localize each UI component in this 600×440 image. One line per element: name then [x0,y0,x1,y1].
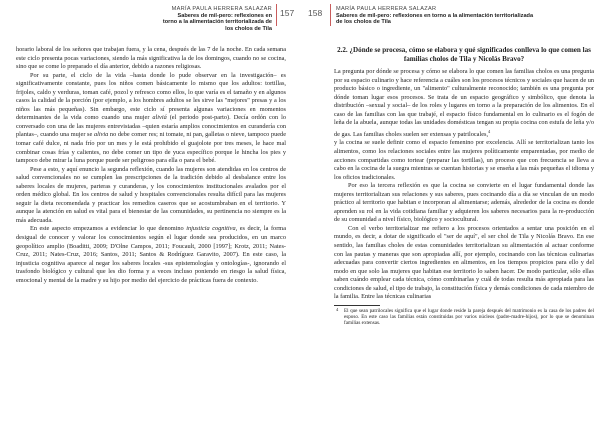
left-paragraph: Pese a esto, y aquí enuncio la segunda reflexión, cuando las mujeres son atendidas en los centros de salud convencionales no se cumplen las prescripciones de la tradición debido al desbalance entre los saberes locales de mujeres, parteras y curanderas, y los conocimientos institucionales avalados por el orden médico global. En los centros de salud y hospitales convencionales resulta difícil para las mujeres seguir la dieta recomendada y practicar los remedios caseros que se acostumbraban en el territorio. Y aunque la atención en salud es vital para el bienestar de las comunidades, su pertinencia no siempre es la más adecuada. [16,165,286,224]
right-body-text [334,46,594,326]
right-page-number: 158 [308,8,323,18]
left-body-text [16,46,286,285]
section-heading: 2.2. ¿Dónde se procesa, cómo se elabora y qué significados conlleva lo que comen las familias cholos de Tila y Nicolás Bravo? [337,46,591,63]
left-header-subtitle: Saberes de mil-pero: reflexiones en torno a la alimentación territorializada de los cholos de Tila [162,12,272,32]
footnote-divider [334,305,380,306]
right-header-rule [330,4,331,26]
footnote [334,308,594,327]
left-header-rule [276,4,277,26]
right-header-author: MARÍA PAULA HERRERA SALAZAR [336,6,437,12]
left-running-header [162,6,272,32]
footnote-number: 4 [336,306,339,312]
right-page [300,0,600,440]
left-paragraph: En este aspecto empezamos a evidenciar lo que denomino injusticia cognitiva, es decir, la forma desigual de conocer y valorar los conocimientos según el lugar donde sea producidos, en un marco geopolítico amplio (Boaditti, 2009; D'Olne Campos, 2011; Foucault, 2000 [1997]; Krotz, 2011; Nates-Cruz, 2011; Nates-Cruz, 2016; Santos, 2011; Santos & Rodríguez Garavito, 2007). En este caso, la injusticia cognitiva aparece al negar los saberes locales -sus epistemologías y ontologías-, ignorando el trasfondo biológico y cultural que les dio forma y a veces incluso poniendo en riesgo la salud física, emocional y mental de la madre y su hijo por medio del ejercicio de prácticas fuera de contexto. [16,225,286,284]
right-paragraph: Con el verbo territorializar me refiero a los procesos orientados a sentar una posición en el mundo, es decir, a dotar de significado el "ser de aquí", el ser chol de Tila y Nicolás Bravo. En ese sentido, las familias choles de estas comunidades territorializan su alimentación al actuar conforme con las pautas y maneras que son apropiadas allí, por ejemplo, cocinando con las técnicas culinarias adecuadas para convertir ciertos ingredientes en alimentos, en los tiempos propicios para ello y del modo en que solo las mujeres que habitan ese territorio lo saben hacer. De modo particular, sólo ellas saben cuándo emplear cada técnica, cómo combinarlas y cuál de todas resulta más apropiada para las condiciones de salud, el tipo de trabajo, la constitución física y demás condiciones de cada miembro de la familia. Entre las técnicas culinarias [334,224,594,301]
right-header-subtitle: Saberes de mil-pero: reflexiones en torno a la alimentación territorializada de los cholos de Tila [336,12,534,26]
left-header-author: MARÍA PAULA HERRERA SALAZAR [171,6,272,12]
footnote-text: El que sean patrilocales significa que el lugar donde reside la pareja después del matrimonio es la casa de los padres del esposo. En este caso las familias están constituidas por varios núcleos (padre-madre-hijos), por lo que se denominan familias extensas. [344,307,594,327]
left-paragraph: horario laboral de los señores que trabajan fuera, y la cena, después de las 7 de la noche. En cada semana este ciclo presenta pocas variaciones, siendo la más significativa la de los domingos, cuando no se cocina, sino que se come lo preparado el día anterior, debido a razones religiosas. [16,46,286,71]
right-running-header [336,6,536,26]
right-paragraph: Por eso la tercera reflexión es que la cocina se convierte en el lugar fundamental donde las mujeres territorializan sus relaciones y sus saberes, pues cocinando día a día se vinculan de un modo práctico al territorio que habitan e incorporan al alimentarse; además, alrededor de la cocina es donde aprenden su rol en la vida cotidiana familiar y adquieren los saberes necesarios para la re-producción de su comunidad a nivel físico, biológico y sociocultural. [334,182,594,224]
footnote-reference[interactable]: 4 [488,128,491,134]
left-paragraph: Por su parte, el ciclo de la vida –hasta donde lo pude observar en la investigación– es significativamente constante, pues los niños comen básicamente lo mismo que los adultos: tortillas, frijoles, caldo y verduras, toman café, pozol y refresco como ellos, lo que varía es el tamaño y en algunos casos la calidad de la porción (por ejemplo, a los hombres adultos se les sirve las "mejores" presas y a los niños las más pequeñas). Sin embargo, este ciclo sí presenta algunas variaciones en momentos determinantes de la vida como cuando una mujer aliviá (el periodo post-parto). Decía ordón con lo conversado con una de las mujeres entrevistadas –quien estaría amplios conocimientos en curandería con plantas–, cuando una mujer se alivia no debe comer res; ni tomate, ni pan, galletas o nieve, tampoco puede tomar café dulce, ni nada frío por un mes y le está prohibido el guajolote por tres meses, le hace mal combinar cosas frías y calientes, no debe comer un tipo de yuca específico porque le hincha los pies y tampoco debe mirar la luna porque puede ser peligroso para ella o para el bebé. [16,71,287,165]
left-page-number: 157 [280,8,295,18]
right-paragraph: La pregunta por dónde se procesa y cómo se elabora lo que comen las familias cholos es una pregunta por su espacio culinario y hace referencia a cuáles son los procesos técnicos y sociales que hacen de un producto básico o ingrediente, un "alimento" culturalmente reconocido; también es una pregunta por dónde toman lugar esos procesos. Se trata de un espacio geográfico y simbólico, que denota la distribución –sexual y social– de los roles y lugares en torno a la preparación de los alimentos. En el caso de las familias con las que trabajé, el espacio físico fundamental en lo culinario es el fogón de leña de la abuela, aunque todas las unidades domésticas tengan su propia cocina con estufa de leña y/o de gas. Las familias choles suelen ser extensas y patrilocales,$^4$ [334,68,594,138]
right-paragraph: y la cocina se suele definir como el espacio femenino por excelencia. Allí se territorializan tanto los alimentos, como los relaciones sociales entre las mujeres políticamente emparentadas, por medio de acciones compartidas como tortear (preparar las tortillas), un proceso que con frecuencia se lleva a cabo en la cocina de la suegra mientras se cuentan historias y se enseña a las más pequeñas el idioma y los oficios tradicionales. [334,139,594,181]
